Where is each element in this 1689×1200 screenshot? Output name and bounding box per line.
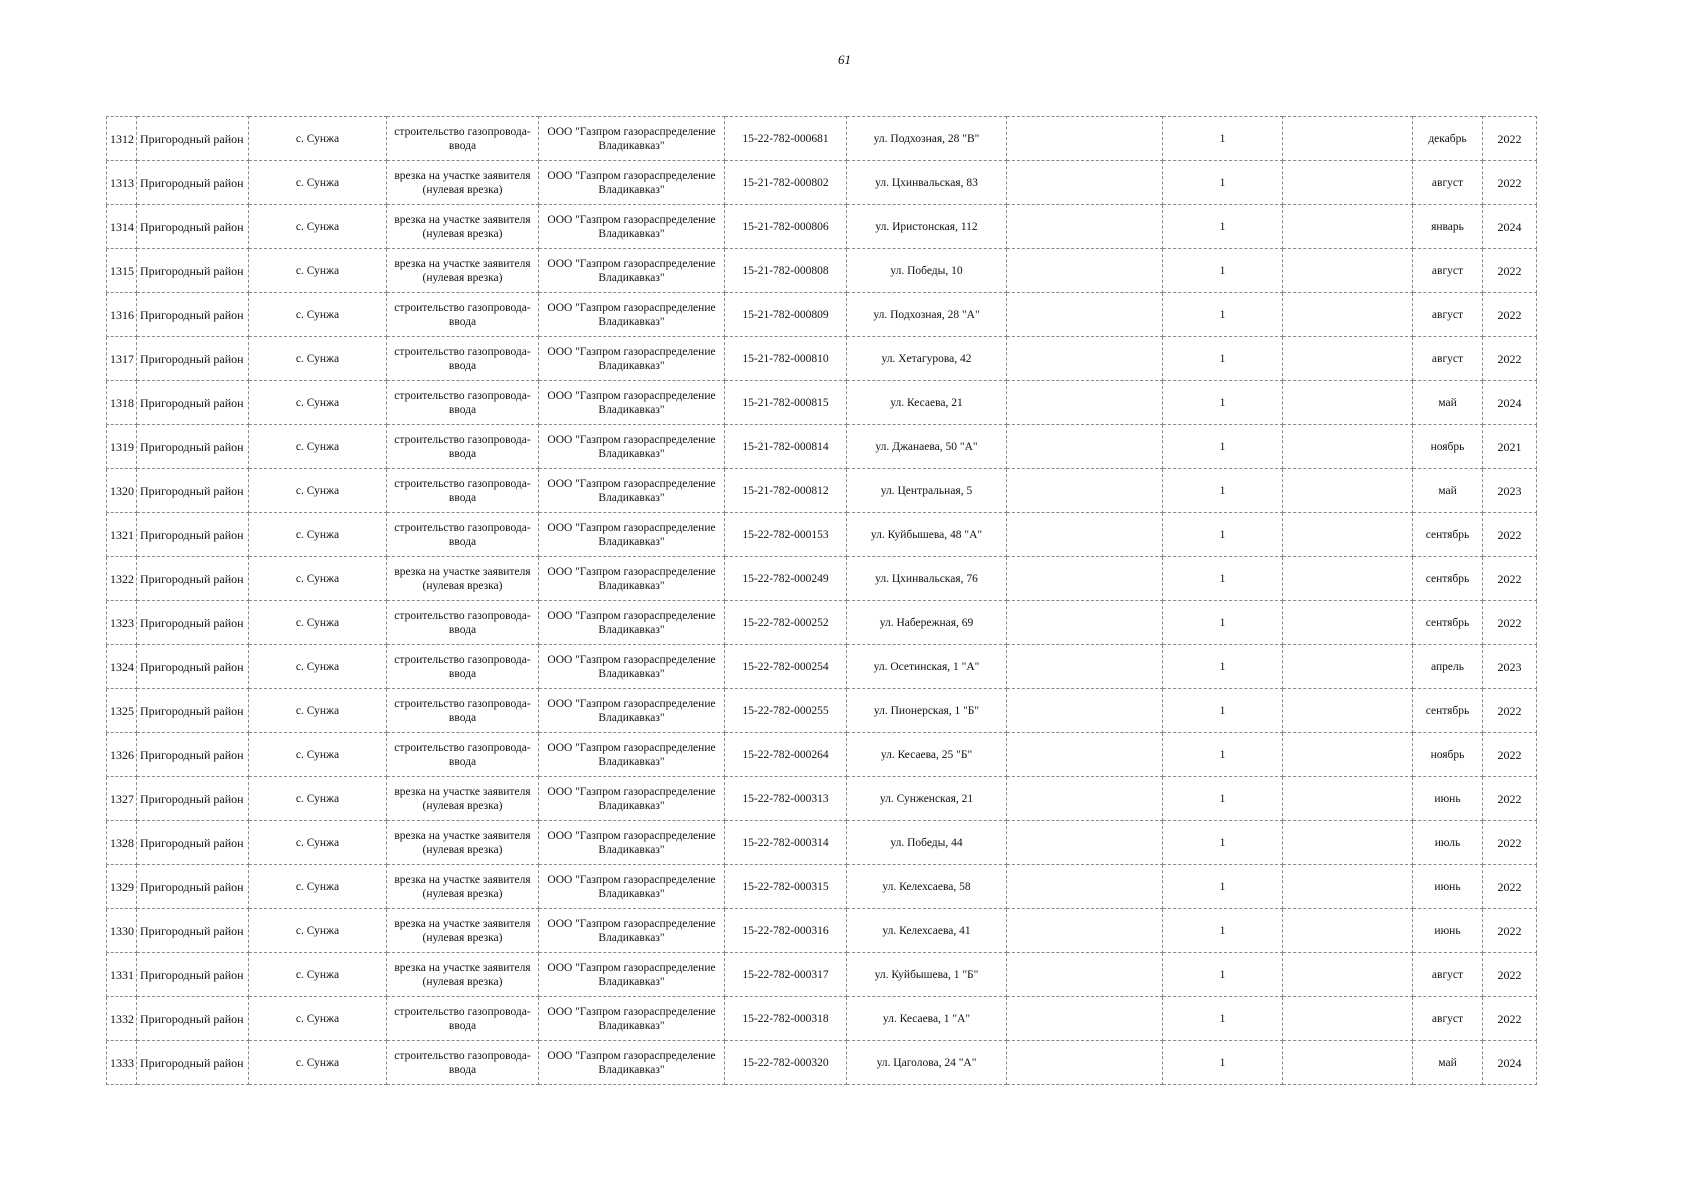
quantity-cell: 1 xyxy=(1163,909,1283,953)
contract-number-cell: 15-22-782-000249 xyxy=(725,557,847,601)
contract-number-cell: 15-22-782-000681 xyxy=(725,117,847,161)
organization-cell: ООО "Газпром газораспределение Владикавказ" xyxy=(539,293,725,337)
empty-cell xyxy=(1007,249,1163,293)
empty-cell xyxy=(1283,513,1413,557)
month-cell: май xyxy=(1413,381,1483,425)
table-row xyxy=(107,513,1537,557)
district-cell: Пригородный район xyxy=(137,293,249,337)
contract-number-cell: 15-22-782-000264 xyxy=(725,733,847,777)
contract-number-cell: 15-22-782-000314 xyxy=(725,821,847,865)
row-number-cell: 1314 xyxy=(107,205,137,249)
empty-cell xyxy=(1007,1041,1163,1085)
work-type-cell: врезка на участке заявителя (нулевая врезка) xyxy=(387,249,539,293)
quantity-cell: 1 xyxy=(1163,865,1283,909)
year-cell: 2024 xyxy=(1483,381,1537,425)
settlement-cell: с. Сунжа xyxy=(249,469,387,513)
quantity-cell: 1 xyxy=(1163,161,1283,205)
year-cell: 2022 xyxy=(1483,557,1537,601)
row-number-cell: 1326 xyxy=(107,733,137,777)
row-number-cell: 1333 xyxy=(107,1041,137,1085)
district-cell: Пригородный район xyxy=(137,337,249,381)
organization-cell: ООО "Газпром газораспределение Владикавказ" xyxy=(539,953,725,997)
month-cell: май xyxy=(1413,469,1483,513)
work-type-cell: строительство газопровода-ввода xyxy=(387,513,539,557)
table-row xyxy=(107,689,1537,733)
year-cell: 2022 xyxy=(1483,513,1537,557)
address-cell: ул. Келехсаева, 58 xyxy=(847,865,1007,909)
address-cell: ул. Куйбышева, 1 "Б" xyxy=(847,953,1007,997)
row-number-cell: 1313 xyxy=(107,161,137,205)
district-cell: Пригородный район xyxy=(137,689,249,733)
year-cell: 2022 xyxy=(1483,337,1537,381)
organization-cell: ООО "Газпром газораспределение Владикавказ" xyxy=(539,249,725,293)
work-type-cell: строительство газопровода-ввода xyxy=(387,425,539,469)
settlement-cell: с. Сунжа xyxy=(249,557,387,601)
row-number-cell: 1320 xyxy=(107,469,137,513)
settlement-cell: с. Сунжа xyxy=(249,205,387,249)
month-cell: август xyxy=(1413,249,1483,293)
month-cell: август xyxy=(1413,997,1483,1041)
year-cell: 2022 xyxy=(1483,249,1537,293)
empty-cell xyxy=(1283,381,1413,425)
district-cell: Пригородный район xyxy=(137,557,249,601)
empty-cell xyxy=(1283,601,1413,645)
table-row xyxy=(107,249,1537,293)
empty-cell xyxy=(1283,689,1413,733)
empty-cell xyxy=(1007,953,1163,997)
registry-body xyxy=(107,117,1537,1085)
contract-number-cell: 15-22-782-000153 xyxy=(725,513,847,557)
quantity-cell: 1 xyxy=(1163,601,1283,645)
empty-cell xyxy=(1007,161,1163,205)
address-cell: ул. Кесаева, 25 "Б" xyxy=(847,733,1007,777)
contract-number-cell: 15-22-782-000254 xyxy=(725,645,847,689)
organization-cell: ООО "Газпром газораспределение Владикавказ" xyxy=(539,381,725,425)
organization-cell: ООО "Газпром газораспределение Владикавказ" xyxy=(539,161,725,205)
empty-cell xyxy=(1007,425,1163,469)
district-cell: Пригородный район xyxy=(137,865,249,909)
settlement-cell: с. Сунжа xyxy=(249,117,387,161)
work-type-cell: строительство газопровода-ввода xyxy=(387,293,539,337)
empty-cell xyxy=(1283,1041,1413,1085)
address-cell: ул. Иристонская, 112 xyxy=(847,205,1007,249)
quantity-cell: 1 xyxy=(1163,249,1283,293)
row-number-cell: 1324 xyxy=(107,645,137,689)
empty-cell xyxy=(1283,205,1413,249)
quantity-cell: 1 xyxy=(1163,953,1283,997)
empty-cell xyxy=(1007,293,1163,337)
row-number-cell: 1330 xyxy=(107,909,137,953)
work-type-cell: строительство газопровода-ввода xyxy=(387,645,539,689)
organization-cell: ООО "Газпром газораспределение Владикавказ" xyxy=(539,205,725,249)
quantity-cell: 1 xyxy=(1163,469,1283,513)
settlement-cell: с. Сунжа xyxy=(249,161,387,205)
year-cell: 2023 xyxy=(1483,469,1537,513)
work-type-cell: строительство газопровода-ввода xyxy=(387,1041,539,1085)
year-cell: 2022 xyxy=(1483,821,1537,865)
empty-cell xyxy=(1007,469,1163,513)
month-cell: август xyxy=(1413,953,1483,997)
contract-number-cell: 15-21-782-000806 xyxy=(725,205,847,249)
table-row xyxy=(107,777,1537,821)
district-cell: Пригородный район xyxy=(137,249,249,293)
empty-cell xyxy=(1007,557,1163,601)
settlement-cell: с. Сунжа xyxy=(249,733,387,777)
table-row xyxy=(107,557,1537,601)
quantity-cell: 1 xyxy=(1163,381,1283,425)
table-row xyxy=(107,865,1537,909)
district-cell: Пригородный район xyxy=(137,425,249,469)
contract-number-cell: 15-22-782-000313 xyxy=(725,777,847,821)
work-type-cell: строительство газопровода-ввода xyxy=(387,689,539,733)
row-number-cell: 1316 xyxy=(107,293,137,337)
settlement-cell: с. Сунжа xyxy=(249,293,387,337)
quantity-cell: 1 xyxy=(1163,293,1283,337)
empty-cell xyxy=(1007,601,1163,645)
work-type-cell: строительство газопровода-ввода xyxy=(387,997,539,1041)
district-cell: Пригородный район xyxy=(137,909,249,953)
organization-cell: ООО "Газпром газораспределение Владикавказ" xyxy=(539,117,725,161)
month-cell: сентябрь xyxy=(1413,557,1483,601)
month-cell: декабрь xyxy=(1413,117,1483,161)
work-type-cell: врезка на участке заявителя (нулевая врезка) xyxy=(387,557,539,601)
quantity-cell: 1 xyxy=(1163,425,1283,469)
empty-cell xyxy=(1283,953,1413,997)
row-number-cell: 1327 xyxy=(107,777,137,821)
district-cell: Пригородный район xyxy=(137,953,249,997)
district-cell: Пригородный район xyxy=(137,997,249,1041)
empty-cell xyxy=(1007,117,1163,161)
address-cell: ул. Джанаева, 50 "А" xyxy=(847,425,1007,469)
settlement-cell: с. Сунжа xyxy=(249,865,387,909)
table-row xyxy=(107,909,1537,953)
address-cell: ул. Сунженская, 21 xyxy=(847,777,1007,821)
organization-cell: ООО "Газпром газораспределение Владикавказ" xyxy=(539,689,725,733)
year-cell: 2024 xyxy=(1483,205,1537,249)
month-cell: июнь xyxy=(1413,865,1483,909)
organization-cell: ООО "Газпром газораспределение Владикавказ" xyxy=(539,645,725,689)
settlement-cell: с. Сунжа xyxy=(249,601,387,645)
empty-cell xyxy=(1283,909,1413,953)
settlement-cell: с. Сунжа xyxy=(249,337,387,381)
district-cell: Пригородный район xyxy=(137,601,249,645)
settlement-cell: с. Сунжа xyxy=(249,953,387,997)
address-cell: ул. Центральная, 5 xyxy=(847,469,1007,513)
work-type-cell: строительство газопровода-ввода xyxy=(387,601,539,645)
empty-cell xyxy=(1283,645,1413,689)
year-cell: 2022 xyxy=(1483,777,1537,821)
work-type-cell: строительство газопровода-ввода xyxy=(387,117,539,161)
row-number-cell: 1325 xyxy=(107,689,137,733)
address-cell: ул. Келехсаева, 41 xyxy=(847,909,1007,953)
address-cell: ул. Подхозная, 28 "А" xyxy=(847,293,1007,337)
empty-cell xyxy=(1283,117,1413,161)
organization-cell: ООО "Газпром газораспределение Владикавказ" xyxy=(539,1041,725,1085)
empty-cell xyxy=(1283,249,1413,293)
table-row xyxy=(107,337,1537,381)
year-cell: 2022 xyxy=(1483,953,1537,997)
quantity-cell: 1 xyxy=(1163,645,1283,689)
month-cell: январь xyxy=(1413,205,1483,249)
empty-cell xyxy=(1007,997,1163,1041)
empty-cell xyxy=(1007,733,1163,777)
table-row xyxy=(107,601,1537,645)
contract-number-cell: 15-21-782-000802 xyxy=(725,161,847,205)
empty-cell xyxy=(1007,205,1163,249)
row-number-cell: 1312 xyxy=(107,117,137,161)
address-cell: ул. Набережная, 69 xyxy=(847,601,1007,645)
table-row xyxy=(107,425,1537,469)
table-row xyxy=(107,733,1537,777)
table-row xyxy=(107,469,1537,513)
contract-number-cell: 15-21-782-000815 xyxy=(725,381,847,425)
empty-cell xyxy=(1283,293,1413,337)
month-cell: июль xyxy=(1413,821,1483,865)
empty-cell xyxy=(1283,865,1413,909)
settlement-cell: с. Сунжа xyxy=(249,1041,387,1085)
empty-cell xyxy=(1007,337,1163,381)
year-cell: 2024 xyxy=(1483,1041,1537,1085)
quantity-cell: 1 xyxy=(1163,1041,1283,1085)
district-cell: Пригородный район xyxy=(137,645,249,689)
contract-number-cell: 15-22-782-000318 xyxy=(725,997,847,1041)
address-cell: ул. Цаголова, 24 "А" xyxy=(847,1041,1007,1085)
year-cell: 2022 xyxy=(1483,117,1537,161)
table-row xyxy=(107,1041,1537,1085)
organization-cell: ООО "Газпром газораспределение Владикавказ" xyxy=(539,909,725,953)
table-row xyxy=(107,205,1537,249)
month-cell: ноябрь xyxy=(1413,733,1483,777)
district-cell: Пригородный район xyxy=(137,381,249,425)
table-row xyxy=(107,161,1537,205)
table-row xyxy=(107,645,1537,689)
empty-cell xyxy=(1283,777,1413,821)
organization-cell: ООО "Газпром газораспределение Владикавказ" xyxy=(539,469,725,513)
district-cell: Пригородный район xyxy=(137,1041,249,1085)
empty-cell xyxy=(1007,689,1163,733)
row-number-cell: 1322 xyxy=(107,557,137,601)
organization-cell: ООО "Газпром газораспределение Владикавказ" xyxy=(539,777,725,821)
table-row xyxy=(107,997,1537,1041)
empty-cell xyxy=(1007,777,1163,821)
year-cell: 2022 xyxy=(1483,601,1537,645)
settlement-cell: с. Сунжа xyxy=(249,997,387,1041)
work-type-cell: врезка на участке заявителя (нулевая врезка) xyxy=(387,909,539,953)
settlement-cell: с. Сунжа xyxy=(249,821,387,865)
empty-cell xyxy=(1007,821,1163,865)
month-cell: июнь xyxy=(1413,777,1483,821)
contract-number-cell: 15-21-782-000812 xyxy=(725,469,847,513)
quantity-cell: 1 xyxy=(1163,689,1283,733)
address-cell: ул. Кесаева, 1 "А" xyxy=(847,997,1007,1041)
empty-cell xyxy=(1283,733,1413,777)
address-cell: ул. Пионерская, 1 "Б" xyxy=(847,689,1007,733)
page-number: 61 xyxy=(838,52,851,67)
quantity-cell: 1 xyxy=(1163,777,1283,821)
month-cell: апрель xyxy=(1413,645,1483,689)
row-number-cell: 1331 xyxy=(107,953,137,997)
year-cell: 2023 xyxy=(1483,645,1537,689)
quantity-cell: 1 xyxy=(1163,557,1283,601)
contract-number-cell: 15-22-782-000320 xyxy=(725,1041,847,1085)
organization-cell: ООО "Газпром газораспределение Владикавказ" xyxy=(539,997,725,1041)
settlement-cell: с. Сунжа xyxy=(249,909,387,953)
year-cell: 2022 xyxy=(1483,997,1537,1041)
year-cell: 2022 xyxy=(1483,733,1537,777)
contract-number-cell: 15-22-782-000255 xyxy=(725,689,847,733)
district-cell: Пригородный район xyxy=(137,117,249,161)
empty-cell xyxy=(1007,645,1163,689)
contract-number-cell: 15-22-782-000317 xyxy=(725,953,847,997)
organization-cell: ООО "Газпром газораспределение Владикавказ" xyxy=(539,865,725,909)
month-cell: сентябрь xyxy=(1413,689,1483,733)
row-number-cell: 1321 xyxy=(107,513,137,557)
organization-cell: ООО "Газпром газораспределение Владикавказ" xyxy=(539,425,725,469)
address-cell: ул. Подхозная, 28 "В" xyxy=(847,117,1007,161)
month-cell: август xyxy=(1413,293,1483,337)
district-cell: Пригородный район xyxy=(137,513,249,557)
organization-cell: ООО "Газпром газораспределение Владикавказ" xyxy=(539,821,725,865)
district-cell: Пригородный район xyxy=(137,733,249,777)
quantity-cell: 1 xyxy=(1163,513,1283,557)
row-number-cell: 1318 xyxy=(107,381,137,425)
address-cell: ул. Осетинская, 1 "А" xyxy=(847,645,1007,689)
empty-cell xyxy=(1283,821,1413,865)
quantity-cell: 1 xyxy=(1163,733,1283,777)
settlement-cell: с. Сунжа xyxy=(249,645,387,689)
contract-number-cell: 15-22-782-000252 xyxy=(725,601,847,645)
quantity-cell: 1 xyxy=(1163,117,1283,161)
month-cell: август xyxy=(1413,337,1483,381)
settlement-cell: с. Сунжа xyxy=(249,513,387,557)
work-type-cell: строительство газопровода-ввода xyxy=(387,337,539,381)
contract-number-cell: 15-21-782-000808 xyxy=(725,249,847,293)
address-cell: ул. Цхинвальская, 83 xyxy=(847,161,1007,205)
district-cell: Пригородный район xyxy=(137,777,249,821)
district-cell: Пригородный район xyxy=(137,821,249,865)
table-row xyxy=(107,821,1537,865)
contract-number-cell: 15-22-782-000315 xyxy=(725,865,847,909)
table-row xyxy=(107,953,1537,997)
work-type-cell: врезка на участке заявителя (нулевая врезка) xyxy=(387,821,539,865)
district-cell: Пригородный район xyxy=(137,205,249,249)
address-cell: ул. Хетагурова, 42 xyxy=(847,337,1007,381)
row-number-cell: 1328 xyxy=(107,821,137,865)
row-number-cell: 1317 xyxy=(107,337,137,381)
work-type-cell: врезка на участке заявителя (нулевая врезка) xyxy=(387,953,539,997)
month-cell: июнь xyxy=(1413,909,1483,953)
address-cell: ул. Куйбышева, 48 "А" xyxy=(847,513,1007,557)
month-cell: май xyxy=(1413,1041,1483,1085)
work-type-cell: врезка на участке заявителя (нулевая врезка) xyxy=(387,777,539,821)
row-number-cell: 1319 xyxy=(107,425,137,469)
work-type-cell: строительство газопровода-ввода xyxy=(387,469,539,513)
empty-cell xyxy=(1007,909,1163,953)
year-cell: 2021 xyxy=(1483,425,1537,469)
quantity-cell: 1 xyxy=(1163,821,1283,865)
district-cell: Пригородный район xyxy=(137,469,249,513)
settlement-cell: с. Сунжа xyxy=(249,689,387,733)
year-cell: 2022 xyxy=(1483,865,1537,909)
work-type-cell: строительство газопровода-ввода xyxy=(387,733,539,777)
row-number-cell: 1329 xyxy=(107,865,137,909)
row-number-cell: 1315 xyxy=(107,249,137,293)
address-cell: ул. Кесаева, 21 xyxy=(847,381,1007,425)
empty-cell xyxy=(1283,997,1413,1041)
work-type-cell: врезка на участке заявителя (нулевая врезка) xyxy=(387,865,539,909)
organization-cell: ООО "Газпром газораспределение Владикавказ" xyxy=(539,601,725,645)
settlement-cell: с. Сунжа xyxy=(249,381,387,425)
organization-cell: ООО "Газпром газораспределение Владикавказ" xyxy=(539,513,725,557)
settlement-cell: с. Сунжа xyxy=(249,425,387,469)
table-row xyxy=(107,381,1537,425)
quantity-cell: 1 xyxy=(1163,997,1283,1041)
row-number-cell: 1323 xyxy=(107,601,137,645)
table-row xyxy=(107,117,1537,161)
empty-cell xyxy=(1283,161,1413,205)
settlement-cell: с. Сунжа xyxy=(249,777,387,821)
work-type-cell: строительство газопровода-ввода xyxy=(387,381,539,425)
empty-cell xyxy=(1283,469,1413,513)
quantity-cell: 1 xyxy=(1163,205,1283,249)
organization-cell: ООО "Газпром газораспределение Владикавказ" xyxy=(539,337,725,381)
month-cell: август xyxy=(1413,161,1483,205)
contract-number-cell: 15-21-782-000809 xyxy=(725,293,847,337)
contract-number-cell: 15-21-782-000814 xyxy=(725,425,847,469)
address-cell: ул. Победы, 44 xyxy=(847,821,1007,865)
address-cell: ул. Цхинвальская, 76 xyxy=(847,557,1007,601)
district-cell: Пригородный район xyxy=(137,161,249,205)
address-cell: ул. Победы, 10 xyxy=(847,249,1007,293)
empty-cell xyxy=(1283,425,1413,469)
quantity-cell: 1 xyxy=(1163,337,1283,381)
empty-cell xyxy=(1007,513,1163,557)
work-type-cell: врезка на участке заявителя (нулевая врезка) xyxy=(387,161,539,205)
contract-number-cell: 15-21-782-000810 xyxy=(725,337,847,381)
settlement-cell: с. Сунжа xyxy=(249,249,387,293)
work-type-cell: врезка на участке заявителя (нулевая врезка) xyxy=(387,205,539,249)
row-number-cell: 1332 xyxy=(107,997,137,1041)
organization-cell: ООО "Газпром газораспределение Владикавказ" xyxy=(539,733,725,777)
year-cell: 2022 xyxy=(1483,161,1537,205)
year-cell: 2022 xyxy=(1483,293,1537,337)
organization-cell: ООО "Газпром газораспределение Владикавказ" xyxy=(539,557,725,601)
month-cell: сентябрь xyxy=(1413,513,1483,557)
empty-cell xyxy=(1007,865,1163,909)
empty-cell xyxy=(1007,381,1163,425)
month-cell: ноябрь xyxy=(1413,425,1483,469)
empty-cell xyxy=(1283,337,1413,381)
contract-number-cell: 15-22-782-000316 xyxy=(725,909,847,953)
year-cell: 2022 xyxy=(1483,689,1537,733)
month-cell: сентябрь xyxy=(1413,601,1483,645)
year-cell: 2022 xyxy=(1483,909,1537,953)
empty-cell xyxy=(1283,557,1413,601)
table-row xyxy=(107,293,1537,337)
gas-connection-registry-table xyxy=(106,116,1537,1085)
